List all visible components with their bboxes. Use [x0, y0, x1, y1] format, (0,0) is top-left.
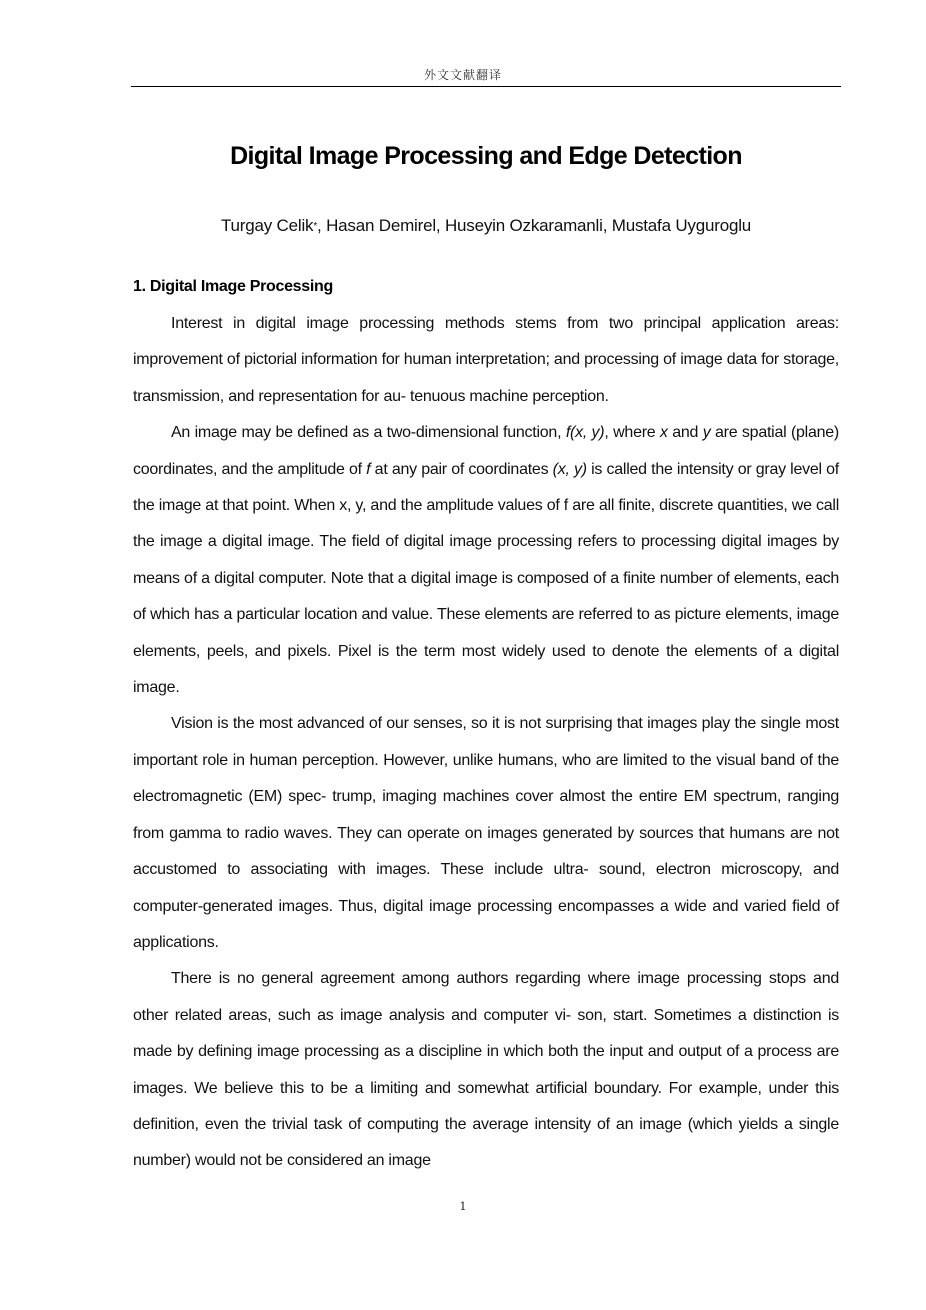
- math-y: y: [702, 424, 711, 442]
- running-header: 外文文献翻译: [423, 68, 502, 82]
- paragraph-2-text: is called the intensity or gray level of the image at that point. When x, y, and the amplitude values of f are all finite, discrete quantities, we call the image a digital image. The field of digital image processing refers to processing digital images by means of a digital computer. Note that a digital image is composed of a finite number of elements, each of which has a particular location and value. These elements are referred to as picture elements, image elements, peels, and pixels. Pixel is the term most widely used to denote the elements of a digital image.: [133, 460, 839, 697]
- paragraph-2-text: at any pair of coordinates: [370, 460, 553, 478]
- corresponding-author-marker: *: [313, 221, 318, 232]
- paragraph-2-text: , where: [604, 424, 660, 442]
- header-divider: [131, 86, 841, 87]
- other-authors: , Hasan Demirel, Huseyin Ozkaramanli, Mustafa Uyguroglu: [317, 216, 752, 235]
- math-fxy: f(x, y): [565, 424, 605, 442]
- author-list: [131, 216, 841, 236]
- paragraph-2-text: An image may be defined as a two-dimensional function,: [171, 424, 566, 442]
- paragraph-2: [133, 415, 839, 706]
- section-body: [133, 306, 839, 1180]
- paragraph-2-text: are spatial (plane) coordinates, and the amplitude of: [133, 424, 840, 478]
- section-heading: 1. Digital Image Processing: [133, 278, 333, 295]
- paragraph-2-text: and: [667, 424, 703, 442]
- math-xy: (x, y): [552, 460, 587, 478]
- paragraph-3: Vision is the most advanced of our senses, so it is not surprising that images play the single most important role in human perception. However, unlike humans, who are limited to the visual band of the electromagnetic (EM) spec- trump, imaging machines cover almost the entire EM spectrum, ranging from gamma to radio waves. They can operate on images generated by sources that humans are not accustomed to associating with images. These include ultra- sound, electron microscopy, and computer-generated images. Thus, digital image processing encompasses a wide and varied field of applications.: [133, 715, 839, 951]
- first-author: Turgay Celik: [220, 216, 314, 235]
- paragraph-1: Interest in digital image processing methods stems from two principal application areas: improvement of pictorial information for human interpretation; and processing of image data for storage, transmission, and representation for au- tenuous machine perception.: [133, 315, 839, 405]
- math-x: x: [659, 424, 668, 442]
- math-f: f: [366, 460, 371, 478]
- page-number: 1: [459, 1200, 467, 1213]
- paragraph-4: There is no general agreement among authors regarding where image processing stops and other related areas, such as image analysis and computer vi- son, start. Sometimes a distinction is made by defining image processing as a discipline in which both the input and output of a process are images. We believe this to be a limiting and somewhat artificial boundary. For example, under this definition, even the trivial task of computing the average intensity of an image (which yields a single number) would not be considered an image: [133, 970, 839, 1170]
- paper-title: Digital Image Processing and Edge Detection: [230, 142, 742, 170]
